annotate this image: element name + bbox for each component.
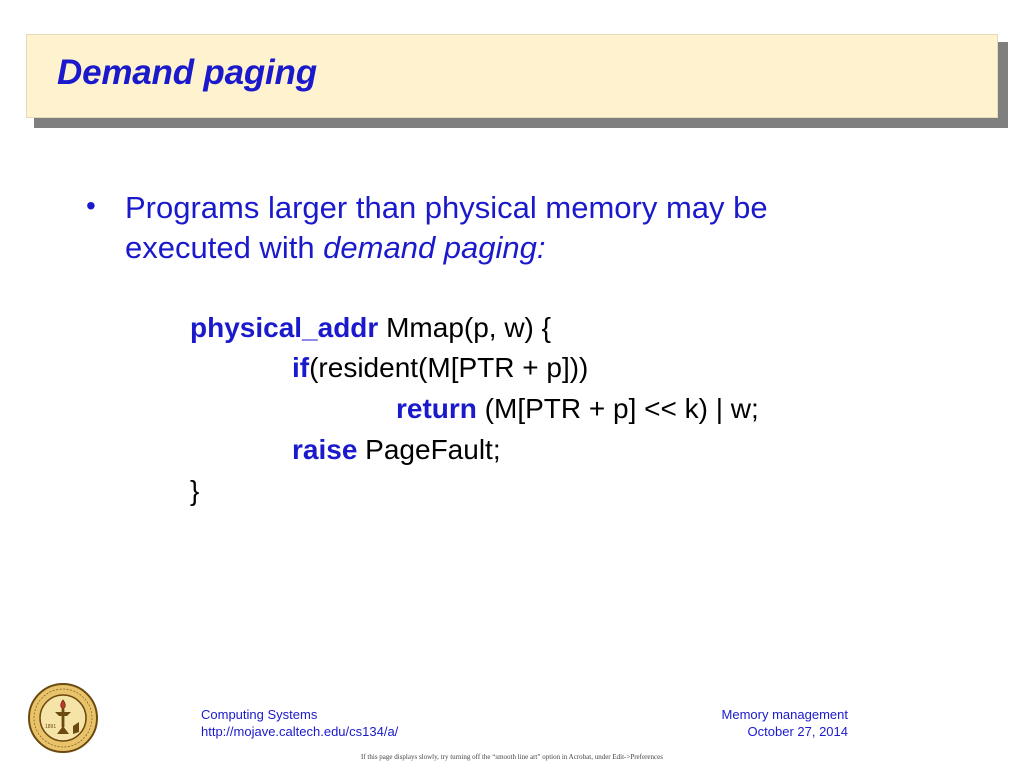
footer-date: October 27, 2014	[747, 724, 848, 739]
code-line-1	[190, 312, 551, 344]
code-line-5	[190, 475, 199, 507]
code-keyword: if	[292, 352, 310, 383]
footer-topic: Memory management	[721, 707, 848, 722]
footer-course-title: Computing Systems	[201, 707, 318, 722]
footer-course-url[interactable]: http://mojave.caltech.edu/cs134/a/	[201, 724, 399, 739]
code-line-2	[292, 352, 588, 384]
bullet-marker: •	[86, 190, 96, 221]
code-text: (M[PTR + p] << k) | w;	[476, 393, 759, 424]
caltech-seal-icon	[27, 682, 99, 754]
slide-title: Demand paging	[57, 53, 317, 92]
footer-note: If this page displays slowly, try turning off the “smooth line art” option in Acrobat, under Edit->Preferences	[361, 753, 663, 761]
title-banner	[26, 34, 998, 118]
code-keyword: return	[396, 393, 477, 424]
footer-left	[201, 706, 398, 740]
code-text: }	[190, 475, 200, 506]
code-text: (resident(M[PTR + p]))	[309, 352, 589, 383]
code-keyword: physical_addr	[190, 312, 379, 343]
footer-right	[722, 706, 848, 740]
code-line-4	[292, 434, 501, 466]
code-text: Mmap(p, w) {	[378, 312, 552, 343]
code-keyword: raise	[292, 434, 358, 465]
bullet-text-plain: Programs larger than physical memory may be executed with	[125, 190, 768, 265]
code-line-3	[396, 393, 759, 425]
bullet-text-emphasis: demand paging:	[323, 230, 546, 265]
bullet-text	[125, 188, 885, 268]
code-text: PageFault;	[357, 434, 501, 465]
svg-text:1891: 1891	[45, 724, 57, 730]
